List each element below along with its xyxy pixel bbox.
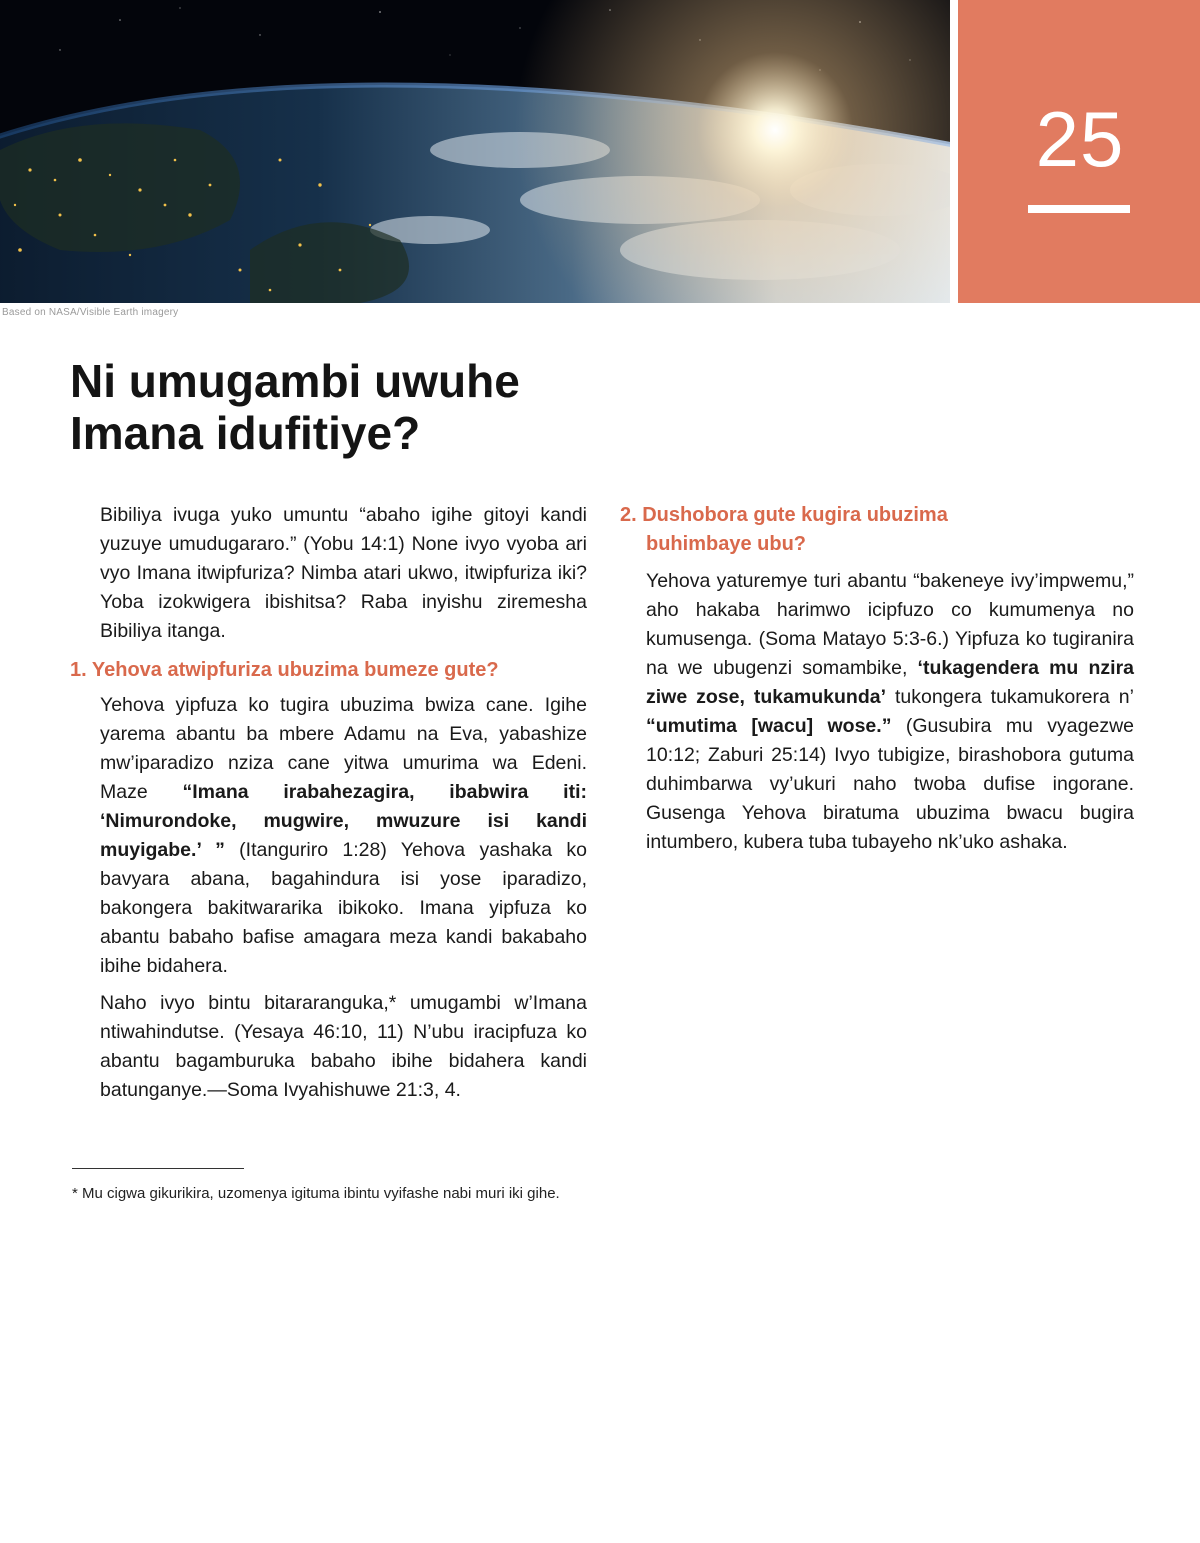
footnote-divider [72,1168,244,1169]
question-1-paragraph-1 [100,691,587,981]
question-1-heading: 1. Yehova atwipfuriza ubuzima bumeze gute? [70,659,499,681]
chapter-number-underline [1028,205,1130,213]
earth-from-space-image [0,0,950,303]
q2-text-a: Yehova yaturemye turi abantu “bakeneye ivy’impwemu,” aho hakaba harimwo icipfuzo co kumumenya no kumusenga. (Soma Matayo 5:3-6.) Yipfuza ko tugiranira na we ubugenzi somambike, [646,570,1134,679]
title-line-1: Ni umugambi uwuhe [70,355,520,407]
q2-bold-1: ‘tukagendera mu nzira ziwe zose, tukamukunda’ [646,657,1135,708]
intro-paragraph: Bibiliya ivuga yuko umuntu “abaho igihe gitoyi kandi yuzuye umudugararo.” (Yobu 14:1) None ivyo vyoba ari vyo Imana itwipfuriza? Nimba atari ukwo, itwipfuriza iki? Yoba izokwigera ibishitsa? Raba inyishu ziremesha Bibiliya itanga. [100,504,587,642]
chapter-number-box [958,0,1200,303]
question-2-paragraph [646,567,1134,857]
question-2-heading [620,501,1134,559]
q2-bold-2: “umutima [wacu] wose.” [646,715,892,737]
left-column [70,501,587,1113]
q1-p1-text-b: (Itanguriro 1:28) Yehova yashaka ko bavyara abana, bagahindura isi yose iparadizo, bakongera bakitwararika ibikoko. Imana yipfuza ko abantu babaho bafise amagara meza kandi bakabaho ibihe bidahera. [100,839,587,977]
q2-text-c: (Gusubira mu vyagezwe 10:12; Zaburi 25:14) Ivyo tubigize, birashobora gutuma duhimbarwa vy’ukuri naho twoba dufise ingorane. Gusenga Yehova biratuma ubuzima bwacu bugira intumbero, kubera tuba tubayeho nk’uko ashaka. [646,715,1134,853]
right-column [620,501,1135,865]
footnote: * Mu cigwa gikurikira, uzomenya igituma ibintu vyifashe nabi muri iki gihe. [72,1185,560,1202]
q2-text-b: tukongera tukamukorera n’ [886,686,1134,708]
title-line-2: Imana idufitiye? [70,407,421,459]
q2-heading-line-2: buhimbaye ubu? [646,533,806,555]
q2-heading-line-1: 2. Dushobora gute kugira ubuzima [620,504,948,526]
chapter-number: 25 [1035,95,1125,183]
image-credit: Based on NASA/Visible Earth imagery [2,307,179,318]
question-1-paragraph-2: Naho ivyo bintu bitararanguka,* umugambi w’Imana ntiwahindutse. (Yesaya 46:10, 11) N’ubu iracipfuza ko abantu bagamburuka babaho ibihe bidahera kandi batunganye.—Soma Ivyahishuwe 21:3, 4. [100,992,587,1101]
q1-p1-bold-quote: “Imana irabahezagira, ibabwira iti: ‘Nimurondoke, mugwire, mwuzure isi kandi muyigabe.’ ” [100,781,587,861]
q1-p1-text-a: Yehova yipfuza ko tugira ubuzima bwiza cane. Igihe yarema abantu ba mbere Adamu na Eva, yabashize mw’iparadizo nziza cane yitwa umurima wa Edeni. Maze [100,694,587,803]
page-title [70,355,630,459]
